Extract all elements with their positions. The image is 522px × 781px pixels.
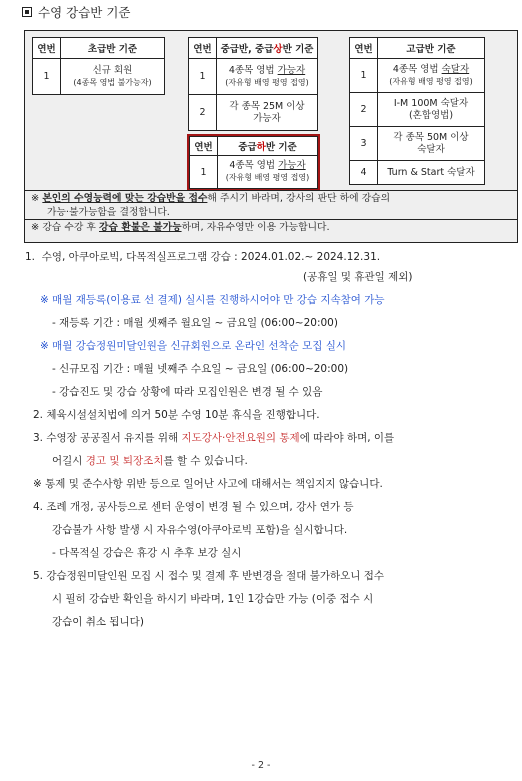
item-4-line2: 강습불가 사항 발생 시 자유수영(아쿠아로빅 포함)을 실시합니다. (52, 524, 348, 536)
note-line2: 가능·불가능함을 결정합니다. (47, 206, 170, 218)
desc-line1: Turn & Start 숙달자 (387, 166, 475, 178)
row-desc (378, 161, 485, 185)
page-number: - 2 - (251, 760, 271, 771)
desc-line2: (자유형 배영 평영 접영) (389, 76, 473, 86)
desc-line2: 숙달자 (417, 143, 445, 155)
col-num-header: 연번 (189, 38, 217, 59)
note-refund-criteria: ※ 본인의 수영능력에 맞는 강습반을 접수해 주시기 바라며, 강사의 판단 하에 강습의 (25, 190, 517, 206)
intermediate-lower-header: 중급하반 기준 (218, 137, 318, 156)
item-1-note-new-member: ※ 매월 강습정원미달인원을 신규회원으로 온라인 선착순 모집 실시 (40, 340, 347, 352)
item-1-sub: (공휴일 및 휴관일 제외) (303, 271, 413, 283)
desc-line1: I-M 100M 숙달자 (393, 97, 469, 109)
row-num: 1 (189, 59, 217, 95)
row-num: 1 (33, 59, 61, 95)
item-3-note: ※ 통제 및 준수사항 위반 등으로 일어난 사고에 대해서는 책임지지 않습니다. (33, 478, 383, 490)
row-desc (378, 93, 485, 127)
col-num-header: 연번 (350, 38, 378, 59)
intermediate-upper-header: 중급반, 중급상반 기준 (217, 38, 318, 59)
item-1-new-member-period: - 신규모집 기간 : 매월 넷째주 수요일 ~ 금요일 (06:00~20:00) (52, 363, 349, 375)
row-num: 1 (190, 156, 218, 189)
item-5-line2: 시 필히 강습반 확인을 하시기 바라며, 1인 1강습만 가능 (이중 접수 시 (52, 593, 374, 605)
row-num: 2 (189, 95, 217, 131)
table-row (350, 93, 485, 127)
table-row (350, 127, 485, 161)
row-num: 4 (350, 161, 378, 185)
desc-line1: 4종목 영법 가능자 (228, 64, 306, 76)
table-row (33, 59, 165, 95)
checkbox-square-icon (22, 7, 32, 17)
desc-line1: 신규 회원 (92, 64, 133, 76)
item-3-line2: 어길시 경고 및 퇴장조치를 할 수 있습니다. (52, 455, 248, 467)
desc-line1: 각 종목 50M 이상 (393, 131, 469, 143)
item-1-capacity-note: - 강습진도 및 강습 상황에 따라 모집인원은 변경 될 수 있음 (52, 386, 323, 398)
item-5-line3: 강습이 취소 됩니다) (52, 616, 144, 628)
row-desc (61, 59, 165, 95)
item-1-note-reregister: ※ 매월 재등록(이용료 선 결제) 실시를 진행하시어야 만 강습 지속참여 가능 (40, 294, 385, 306)
item-2: 2. 체육시설설치법에 의거 50분 수영 10분 휴식을 진행합니다. (33, 409, 320, 421)
row-desc (217, 59, 318, 95)
table-row (350, 59, 485, 93)
table-row (189, 95, 318, 131)
col-num-header: 연번 (33, 38, 61, 59)
desc-line1: 4종목 영법 가능자 (229, 160, 306, 171)
intermediate-lower-table (189, 136, 318, 189)
desc-line2: (혼합영법) (408, 109, 454, 121)
table-row (190, 156, 318, 189)
section-title-text: 수영 강습반 기준 (38, 5, 131, 20)
desc-line2: (자유형 배영 평영 접영) (225, 77, 309, 87)
item-4-dash: - 다목적실 강습은 휴강 시 추후 보강 실시 (52, 547, 242, 559)
item-4: 4. 조례 개정, 공사등으로 센터 운영이 변경 될 수 있으며, 강사 연가 등 (33, 501, 354, 513)
table-row (350, 161, 485, 185)
desc-line2: (자유형 배영 평영 접영) (225, 173, 310, 182)
item-1: 1. 수영, 아쿠아로빅, 다목적실프로그램 강습 : 2024.01.02.~ 2024.12.31. (25, 251, 381, 263)
desc-line2: (4종목 영법 불가능자) (73, 77, 152, 87)
beginner-header: 초급반 기준 (61, 38, 165, 59)
intermediate-upper-table (188, 37, 318, 131)
row-desc (218, 156, 318, 189)
row-desc (378, 59, 485, 93)
note-refund: ※ 강습 수강 후 강습 환불은 불가능하며, 자유수영만 이용 가능합니다. (25, 219, 517, 235)
item-3: 3. 수영장 공공질서 유지를 위해 지도강사·안전요원의 통제에 따라야 하며, 이를 (33, 432, 395, 444)
row-desc (378, 127, 485, 161)
desc-line2: 가능자 (253, 112, 281, 124)
desc-line1: 4종목 영법 숙달자 (392, 63, 470, 75)
row-desc (217, 95, 318, 131)
panel-notes (25, 190, 517, 235)
advanced-table (349, 37, 485, 185)
row-num: 1 (350, 59, 378, 93)
desc-line1: 각 종목 25M 이상 (229, 100, 305, 112)
item-5: 5. 강습정원미달인원 모집 시 접수 및 결제 후 반변경을 절대 불가하오니 접수 (33, 570, 385, 582)
row-num: 3 (350, 127, 378, 161)
table-row (189, 59, 318, 95)
col-num-header: 연번 (190, 137, 218, 156)
beginner-table (32, 37, 165, 95)
intermediate-lower-box (187, 134, 320, 190)
row-num: 2 (350, 93, 378, 127)
item-1-reregister-period: - 재등록 기간 : 매월 셋째주 월요일 ~ 금요일 (06:00~20:00) (52, 317, 338, 329)
advanced-header: 고급반 기준 (378, 38, 485, 59)
section-title (22, 3, 130, 21)
